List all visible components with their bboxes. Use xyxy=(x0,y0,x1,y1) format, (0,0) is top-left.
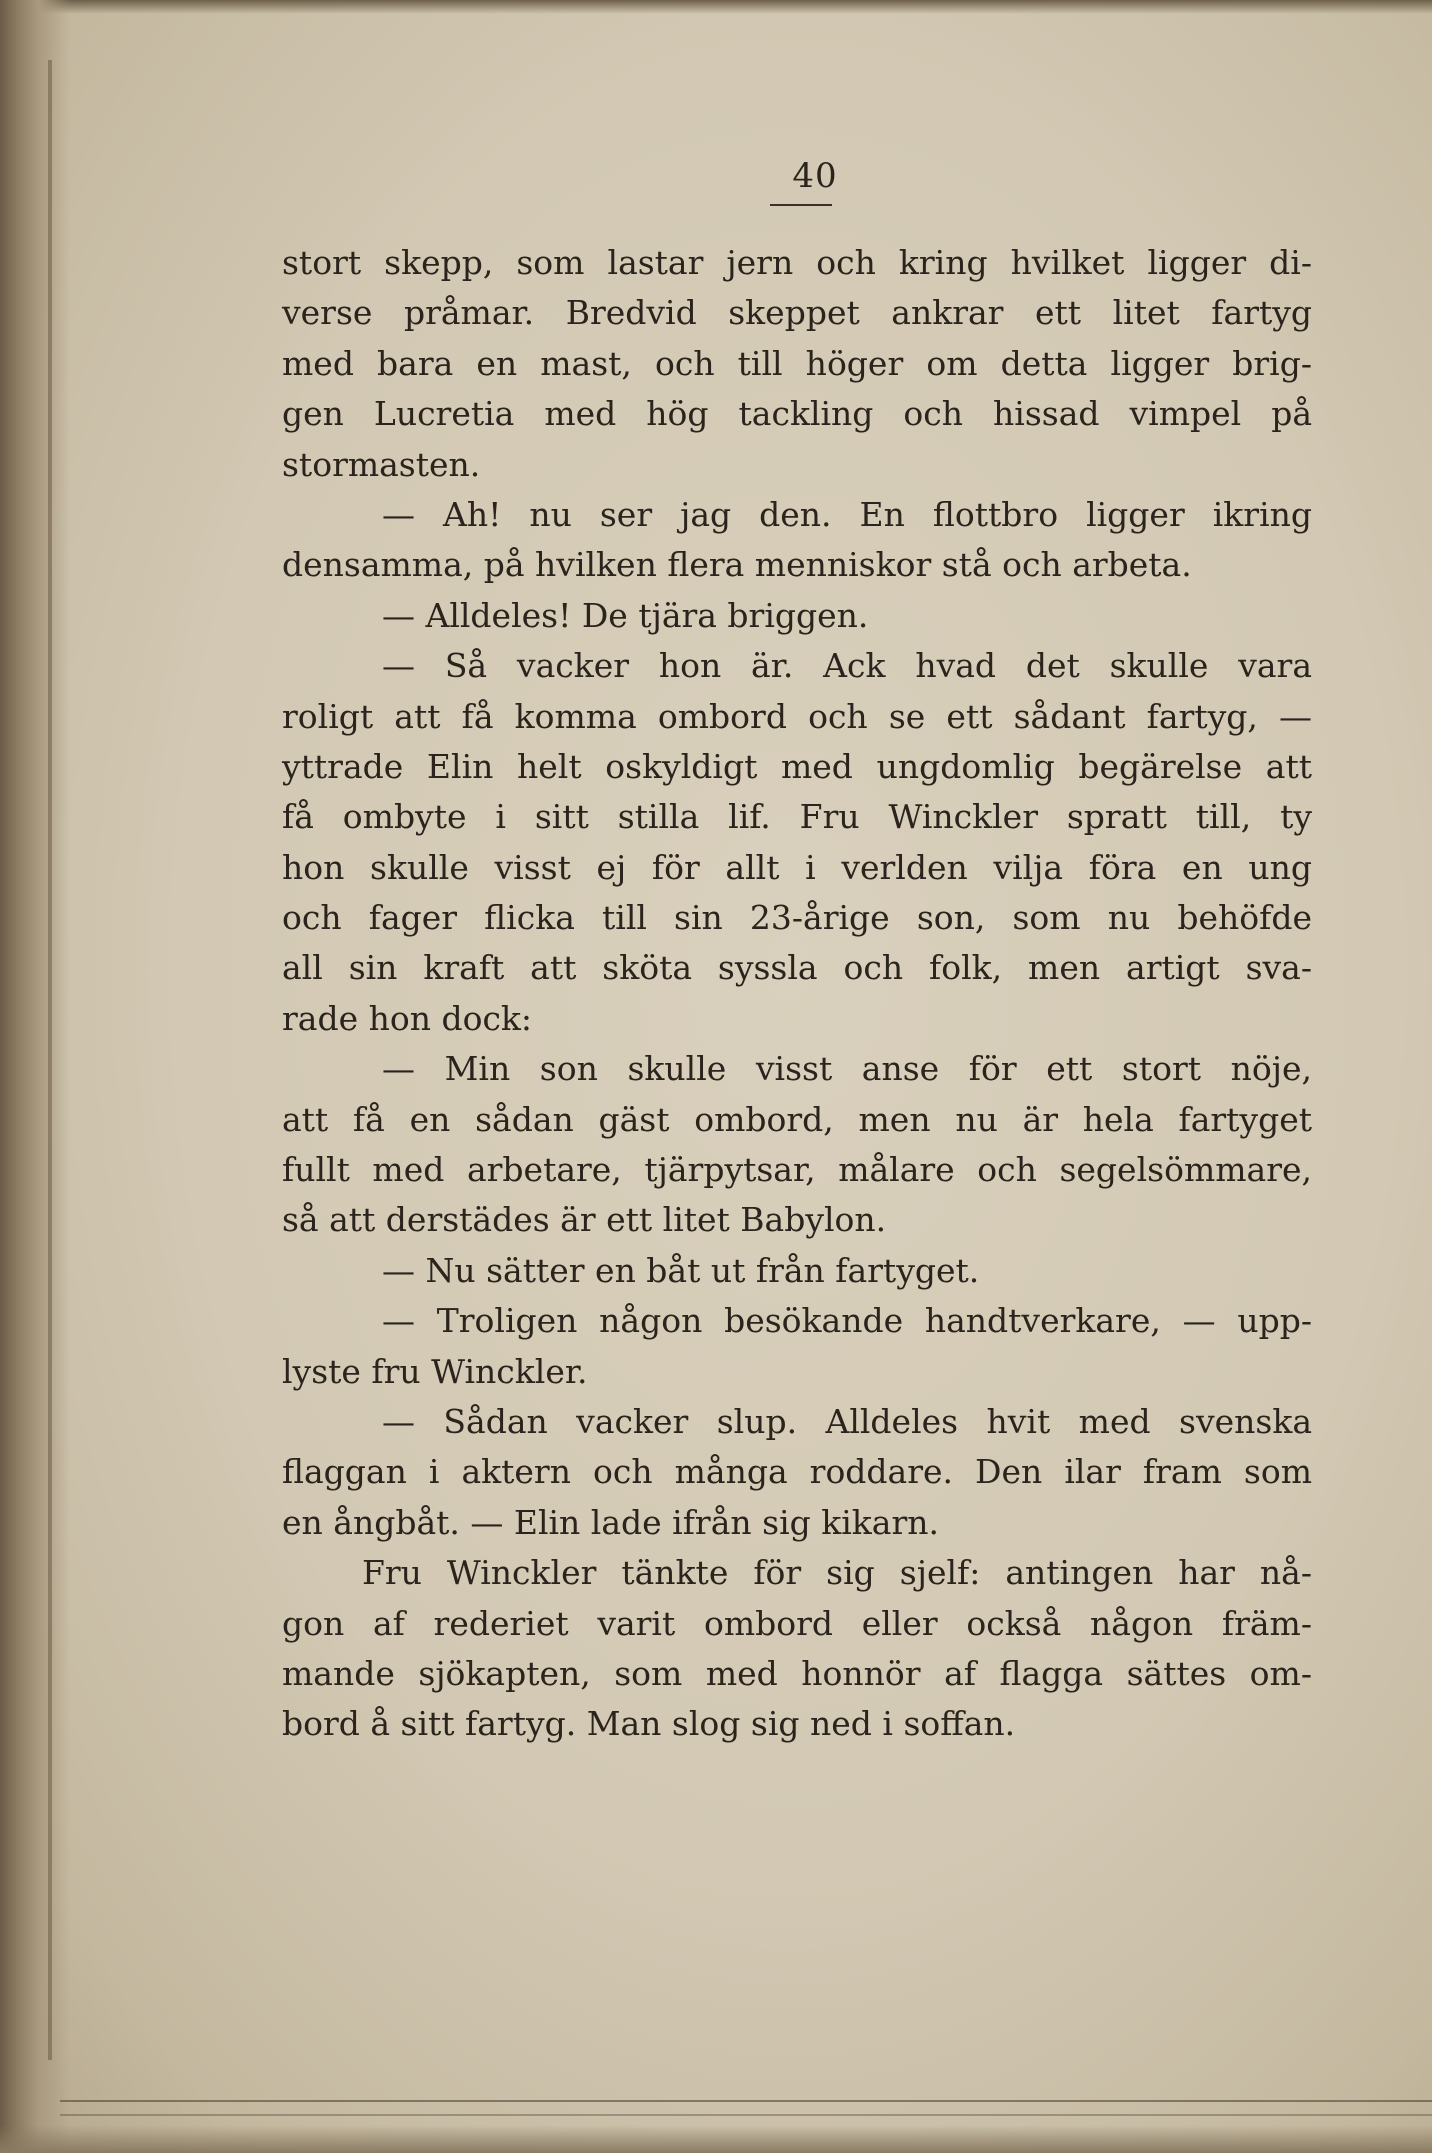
text-line: rade hon dock: xyxy=(282,998,533,1038)
text-line: stort skepp, som lastar jern och kring hvilket ligger di- xyxy=(282,243,1312,282)
text-line: mande sjökapten, som med honnör af flagga sättes om- xyxy=(282,1653,1312,1693)
text-line: stormasten. xyxy=(282,444,481,484)
text-line: med bara en mast, och till höger om detta ligger brig- xyxy=(282,343,1312,383)
text-line: — Sådan vacker slup. Alldeles hvit med svenska xyxy=(382,1401,1312,1441)
page-bottom-rule xyxy=(60,2100,1432,2102)
text-line: all sin kraft att sköta syssla och folk, men artigt sva- xyxy=(282,948,1312,988)
text-line: gon af rederiet varit ombord eller också någon främ- xyxy=(282,1603,1312,1643)
text-line: — Alldeles! De tjära briggen. xyxy=(382,595,869,635)
page-bottom-rule xyxy=(60,2114,1432,2116)
text-line: få ombyte i sitt stilla lif. Fru Winckler spratt till, ty xyxy=(282,797,1312,837)
text-line: och fager flicka till sin 23-årige son, som nu behöfde xyxy=(282,898,1312,938)
text-line: Fru Winckler tänkte för sig sjelf: antingen har nå- xyxy=(362,1553,1312,1593)
text-line: yttrade Elin helt oskyldigt med ungdomlig begärelse att xyxy=(282,746,1312,786)
page-bottom-edge xyxy=(0,2125,1432,2153)
text-line: att få en sådan gäst ombord, men nu är hela fartyget xyxy=(282,1099,1312,1139)
binding-crease xyxy=(48,60,52,2060)
text-line: — Troligen någon besökande handtverkare, — upp- xyxy=(382,1301,1312,1341)
page-top-edge xyxy=(0,0,1432,14)
page-number: 40 xyxy=(792,156,838,196)
text-line: — Min son skulle visst anse för ett stort nöje, xyxy=(382,1049,1312,1089)
text-line: flaggan i aktern och många roddare. Den ilar fram som xyxy=(282,1452,1312,1492)
text-line: densamma, på hvilken flera menniskor stå och arbeta. xyxy=(282,545,1192,585)
text-line: en ångbåt. — Elin lade ifrån sig kikarn. xyxy=(282,1502,939,1542)
text-line: lyste fru Winckler. xyxy=(282,1351,588,1391)
text-line: gen Lucretia med hög tackling och hissad vimpel på xyxy=(282,394,1312,434)
body-text xyxy=(282,238,1312,1750)
text-line: — Så vacker hon är. Ack hvad det skulle vara xyxy=(382,646,1312,686)
text-line: så att derstädes är ett litet Babylon. xyxy=(282,1200,887,1240)
text-line: roligt att få komma ombord och se ett sådant fartyg, — xyxy=(282,696,1312,736)
text-line: hon skulle visst ej för allt i verlden vilja föra en ung xyxy=(282,847,1312,887)
page-binding-edge xyxy=(0,0,70,2153)
page-number-underline xyxy=(770,204,832,206)
text-line: — Ah! nu ser jag den. En flottbro ligger ikring xyxy=(382,494,1312,534)
text-line: fullt med arbetare, tjärpytsar, målare och segelsömmare, xyxy=(282,1150,1312,1190)
text-line: bord å sitt fartyg. Man slog sig ned i soffan. xyxy=(282,1704,1016,1744)
text-line: verse pråmar. Bredvid skeppet ankrar ett litet fartyg xyxy=(282,293,1312,333)
text-line: — Nu sätter en båt ut från fartyget. xyxy=(382,1250,980,1290)
